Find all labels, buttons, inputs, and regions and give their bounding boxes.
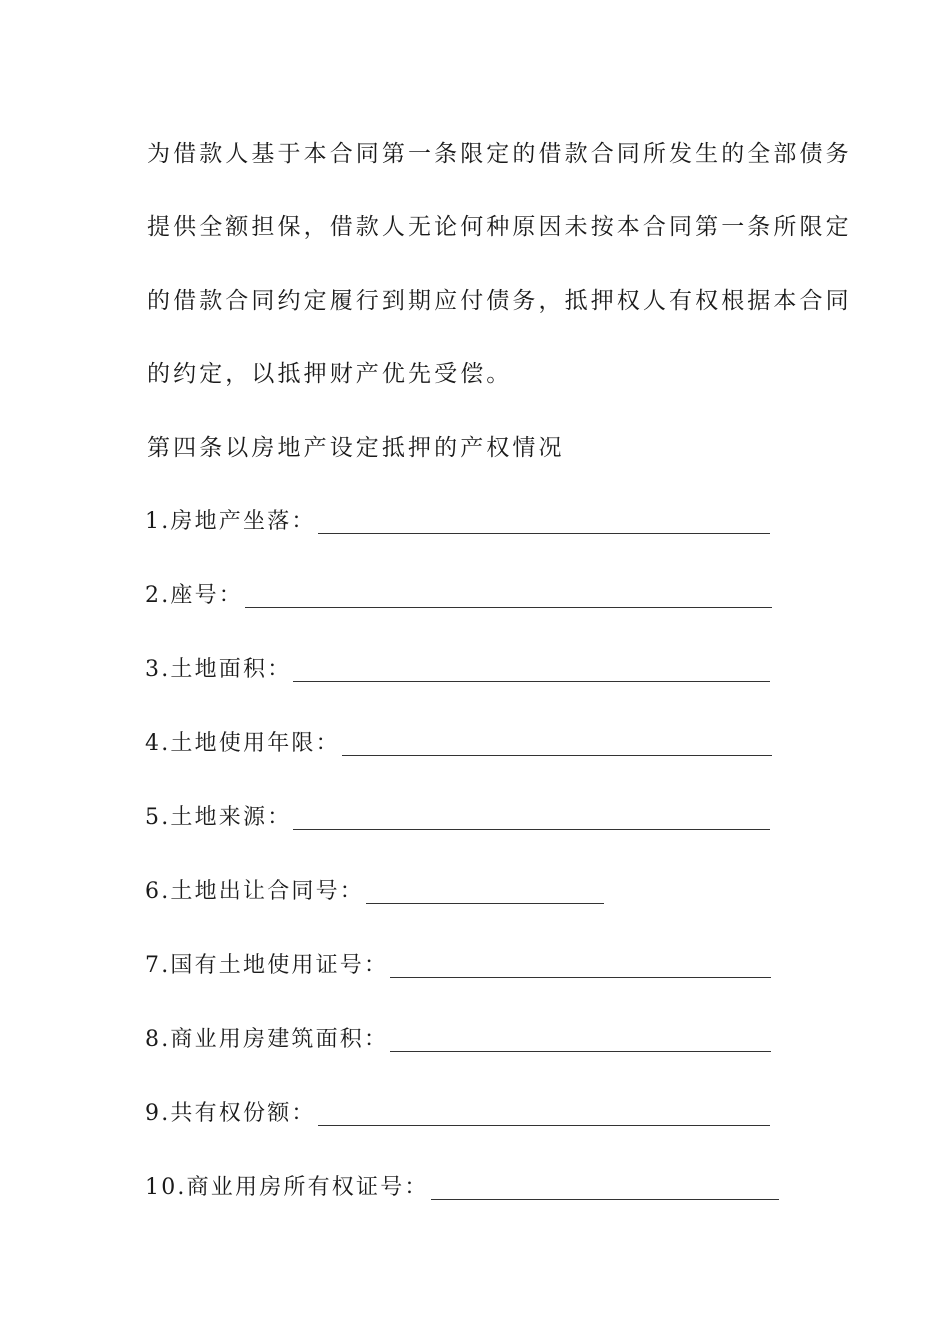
field-label: 10.商业用房所有权证号： <box>145 1175 429 1200</box>
paragraph-line-3: 的借款合同约定履行到期应付债务，抵押权人有权根据本合同 <box>147 288 852 314</box>
field-label: 9.共有权份额： <box>145 1101 316 1126</box>
paragraph-line-1: 为借款人基于本合同第一条限定的借款合同所发生的全部债务 <box>147 141 852 167</box>
section-heading: 第四条以房地产设定抵押的产权情况 <box>147 435 565 461</box>
form-field-land-use-term <box>145 729 772 759</box>
form-field-co-ownership-share <box>145 1099 770 1129</box>
form-field-state-land-use-certificate <box>145 951 771 981</box>
field-label: 4.土地使用年限： <box>145 731 340 756</box>
fill-in-blank[interactable] <box>390 977 771 978</box>
fill-in-blank[interactable] <box>318 533 770 534</box>
form-field-commercial-ownership-certificate <box>145 1173 779 1203</box>
fill-in-blank[interactable] <box>342 755 772 756</box>
field-label: 2.座号： <box>145 583 243 608</box>
form-field-land-source <box>145 803 770 833</box>
form-field-commercial-building-area <box>145 1025 771 1055</box>
field-label: 8.商业用房建筑面积： <box>145 1027 389 1052</box>
fill-in-blank[interactable] <box>431 1199 779 1200</box>
form-field-land-area <box>145 655 770 685</box>
fill-in-blank[interactable] <box>390 1051 771 1052</box>
field-label: 1.房地产坐落： <box>145 509 316 534</box>
fill-in-blank[interactable] <box>293 681 770 682</box>
paragraph-line-2: 提供全额担保，借款人无论何种原因未按本合同第一条所限定 <box>147 214 852 240</box>
field-label: 3.土地面积： <box>145 657 292 682</box>
fill-in-blank[interactable] <box>318 1125 770 1126</box>
fill-in-blank[interactable] <box>245 607 772 608</box>
form-field-seat-number <box>145 581 772 611</box>
form-field-property-location <box>145 507 770 537</box>
field-label: 6.土地出让合同号： <box>145 879 364 904</box>
fill-in-blank[interactable] <box>293 829 770 830</box>
paragraph-line-4: 的约定，以抵押财产优先受偿。 <box>147 361 513 387</box>
field-label: 5.土地来源： <box>145 805 292 830</box>
fill-in-blank[interactable] <box>366 903 604 904</box>
form-field-land-grant-contract-number <box>145 877 604 907</box>
field-label: 7.国有土地使用证号： <box>145 953 389 978</box>
